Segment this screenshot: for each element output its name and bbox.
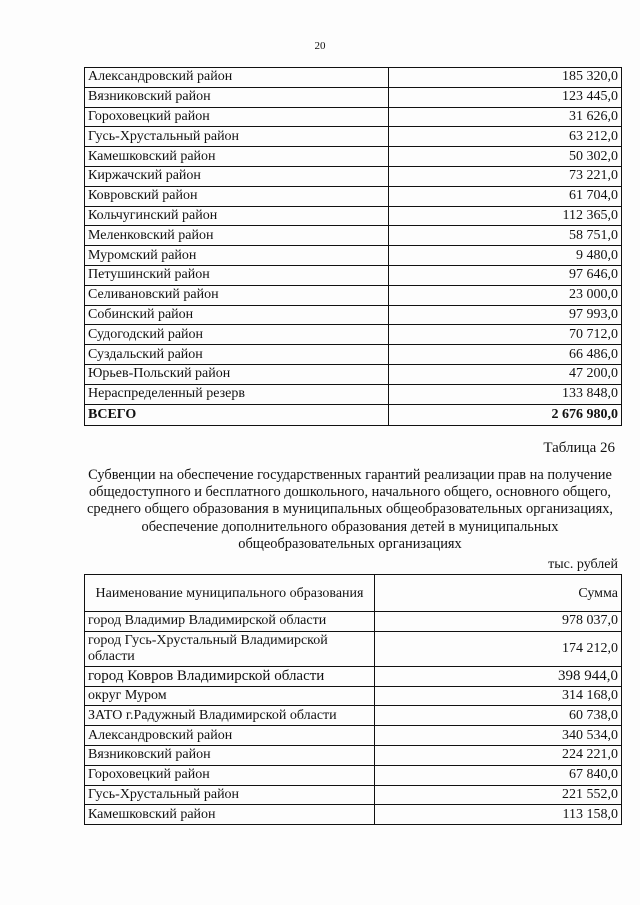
table-row bbox=[85, 325, 622, 345]
units-label: тыс. рублей bbox=[548, 557, 618, 572]
total-label: ВСЕГО bbox=[85, 404, 389, 425]
row-value: 31 626,0 bbox=[389, 107, 622, 127]
row-value: 113 158,0 bbox=[375, 805, 622, 825]
table-row bbox=[85, 107, 622, 127]
page-number: 20 bbox=[314, 40, 326, 52]
table-header-row bbox=[85, 575, 622, 612]
row-name: Вязниковский район bbox=[85, 745, 375, 765]
row-name: Юрьев-Польский район bbox=[85, 364, 389, 384]
table-row bbox=[85, 686, 622, 706]
row-value: 112 365,0 bbox=[389, 206, 622, 226]
row-name: Суздальский район bbox=[85, 345, 389, 365]
row-value: 50 302,0 bbox=[389, 147, 622, 167]
row-name: Гороховецкий район bbox=[85, 107, 389, 127]
table-caption: Субвенции на обеспечение государственных гарантий реализации прав на получение общедоступного и бесплатного дошкольного, начального общего, основного общего, среднего общего образования в муниципальных общеобразовательных организациях, обеспечение дополнительного образования детей в муниципальных общеобразовательных организациях bbox=[86, 467, 614, 552]
row-value: 61 704,0 bbox=[389, 186, 622, 206]
row-name: Гусь-Хрустальный район bbox=[85, 127, 389, 147]
row-value: 73 221,0 bbox=[389, 166, 622, 186]
row-name: Гороховецкий район bbox=[85, 765, 375, 785]
table-row bbox=[85, 706, 622, 726]
row-name: Кольчугинский район bbox=[85, 206, 389, 226]
table-row bbox=[85, 68, 622, 88]
table-row bbox=[85, 127, 622, 147]
table-row bbox=[85, 226, 622, 246]
table-row bbox=[85, 265, 622, 285]
row-name: Судогодский район bbox=[85, 325, 389, 345]
table-row bbox=[85, 805, 622, 825]
row-name: Селивановский район bbox=[85, 285, 389, 305]
table-row bbox=[85, 745, 622, 765]
row-name: Гусь-Хрустальный район bbox=[85, 785, 375, 805]
subsidy-table-continued bbox=[84, 67, 622, 426]
total-value: 2 676 980,0 bbox=[389, 404, 622, 425]
row-value: 47 200,0 bbox=[389, 364, 622, 384]
row-name: Петушинский район bbox=[85, 265, 389, 285]
row-name: город Гусь-Хрустальный Владимирской области bbox=[85, 631, 375, 666]
table-row bbox=[85, 765, 622, 785]
row-value: 63 212,0 bbox=[389, 127, 622, 147]
row-name: Вязниковский район bbox=[85, 87, 389, 107]
table-row bbox=[85, 364, 622, 384]
row-value: 340 534,0 bbox=[375, 726, 622, 746]
row-value: 70 712,0 bbox=[389, 325, 622, 345]
row-name: ЗАТО г.Радужный Владимирской области bbox=[85, 706, 375, 726]
table-row bbox=[85, 285, 622, 305]
row-name: Камешковский район bbox=[85, 805, 375, 825]
header-name: Наименование муниципального образования bbox=[85, 575, 375, 612]
row-name: Киржачский район bbox=[85, 166, 389, 186]
table-row bbox=[85, 246, 622, 266]
row-value: 185 320,0 bbox=[389, 68, 622, 88]
row-value: 97 993,0 bbox=[389, 305, 622, 325]
table-row bbox=[85, 345, 622, 365]
table-row bbox=[85, 206, 622, 226]
row-name: Нераспределенный резерв bbox=[85, 384, 389, 404]
row-name: округ Муром bbox=[85, 686, 375, 706]
row-value: 314 168,0 bbox=[375, 686, 622, 706]
row-name: Александровский район bbox=[85, 68, 389, 88]
header-sum: Сумма bbox=[375, 575, 622, 612]
row-value: 58 751,0 bbox=[389, 226, 622, 246]
row-value: 398 944,0 bbox=[375, 666, 622, 686]
row-value: 133 848,0 bbox=[389, 384, 622, 404]
row-name: Собинский район bbox=[85, 305, 389, 325]
row-name: Меленковский район bbox=[85, 226, 389, 246]
table-row bbox=[85, 384, 622, 404]
table-row bbox=[85, 726, 622, 746]
row-name: Ковровский район bbox=[85, 186, 389, 206]
row-value: 9 480,0 bbox=[389, 246, 622, 266]
total-row bbox=[85, 404, 622, 425]
table-row bbox=[85, 666, 622, 686]
row-value: 60 738,0 bbox=[375, 706, 622, 726]
table-row bbox=[85, 305, 622, 325]
row-value: 66 486,0 bbox=[389, 345, 622, 365]
row-name: Александровский район bbox=[85, 726, 375, 746]
table-row bbox=[85, 785, 622, 805]
row-value: 224 221,0 bbox=[375, 745, 622, 765]
row-value: 174 212,0 bbox=[375, 631, 622, 666]
table-row bbox=[85, 166, 622, 186]
row-name: Муромский район bbox=[85, 246, 389, 266]
table-row bbox=[85, 612, 622, 632]
row-value: 23 000,0 bbox=[389, 285, 622, 305]
row-value: 978 037,0 bbox=[375, 612, 622, 632]
row-value: 67 840,0 bbox=[375, 765, 622, 785]
row-name: Камешковский район bbox=[85, 147, 389, 167]
table-row bbox=[85, 147, 622, 167]
table-row bbox=[85, 631, 622, 666]
row-value: 97 646,0 bbox=[389, 265, 622, 285]
row-name: город Владимир Владимирской области bbox=[85, 612, 375, 632]
table-row bbox=[85, 87, 622, 107]
row-value: 221 552,0 bbox=[375, 785, 622, 805]
row-name: город Ковров Владимирской области bbox=[85, 666, 375, 686]
table-label: Таблица 26 bbox=[543, 440, 615, 456]
subsidy-table-26 bbox=[84, 574, 622, 825]
table-row bbox=[85, 186, 622, 206]
row-value: 123 445,0 bbox=[389, 87, 622, 107]
